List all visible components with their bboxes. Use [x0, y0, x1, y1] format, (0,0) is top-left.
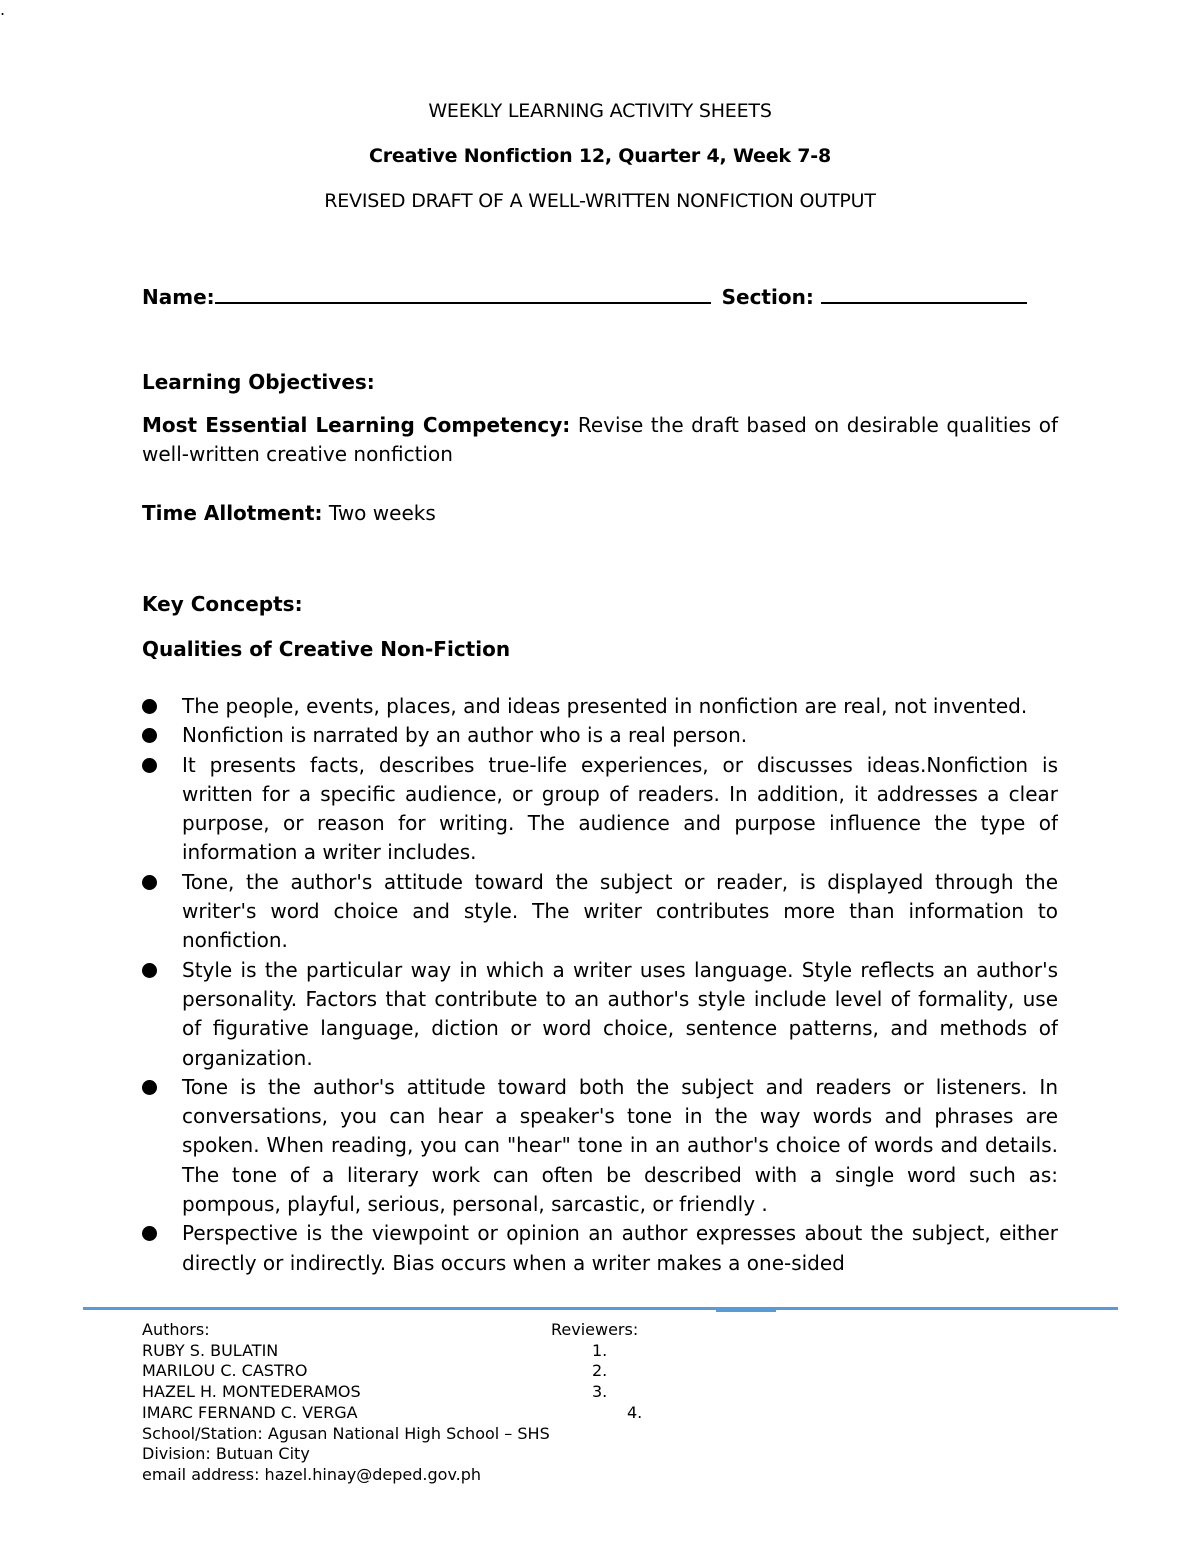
author-name: RUBY S. BULATIN — [142, 1340, 279, 1360]
reviewer-number: 2. — [592, 1361, 608, 1381]
bullet-icon — [142, 875, 157, 890]
list-item: Nonfiction is narrated by an author who is a real person. — [142, 721, 1058, 750]
name-section-row — [142, 280, 1058, 312]
key-concepts-heading: Key Concepts: — [142, 592, 303, 616]
name-label: Name: — [142, 285, 215, 309]
school-station: School/Station: Agusan National High School – SHS — [142, 1423, 550, 1443]
reviewers-label: Reviewers: — [551, 1320, 639, 1339]
time-label: Time Allotment: — [142, 501, 323, 525]
bullet-icon — [142, 728, 157, 743]
division: Division: Butuan City — [142, 1444, 310, 1464]
list-item: It presents facts, describes true-life experiences, or discusses ideas.Nonfiction is written for a specific audience, or group of readers. In addition, it addresses a clear purpose, or reason for writing. The audience and purpose influence the type of information a writer includes. — [142, 751, 1058, 868]
bullet-icon — [142, 1226, 157, 1241]
time-allotment — [142, 499, 1058, 528]
list-item: Tone is the author's attitude toward both the subject and readers or listeners. In conversations, you can hear a speaker's tone in the way words and phrases are spoken. When reading, you can "hear" tone in an author's choice of words and details. The tone of a literary work can often be described with a single word such as: pompous, playful, serious, personal, sarcastic, or friendly . — [142, 1073, 1058, 1219]
reviewer-number: 1. — [592, 1340, 608, 1360]
footer-divider-accent — [716, 1310, 776, 1312]
reviewer-number: 4. — [627, 1402, 643, 1422]
footer-reviewers — [551, 1320, 642, 1424]
qualities-heading: Qualities of Creative Non-Fiction — [142, 637, 511, 661]
time-text: Two weeks — [322, 501, 436, 525]
document-title: WEEKLY LEARNING ACTIVITY SHEETS — [428, 100, 772, 122]
list-item: The people, events, places, and ideas presented in nonfiction are real, not invented. — [142, 692, 1058, 721]
learning-objectives-heading: Learning Objectives: — [142, 370, 375, 394]
trailing-period: . — [0, 0, 6, 19]
footer-divider — [83, 1307, 1118, 1310]
section-label: Section: — [721, 285, 814, 309]
melc-paragraph — [142, 411, 1058, 469]
document-topic: REVISED DRAFT OF A WELL-WRITTEN NONFICTION OUTPUT — [324, 190, 876, 212]
bullet-icon — [142, 1080, 157, 1095]
reviewer-number: 3. — [592, 1382, 608, 1402]
author-name: HAZEL H. MONTEDERAMOS — [142, 1382, 361, 1402]
bullet-icon — [142, 699, 157, 714]
email-address: email address: hazel.hinay@deped.gov.ph — [142, 1464, 482, 1484]
bullet-icon — [142, 963, 157, 978]
list-item: Perspective is the viewpoint or opinion an author expresses about the subject, either directly or indirectly. Bias occurs when a writer makes a one-sided — [142, 1219, 1058, 1278]
bullet-icon — [142, 758, 157, 773]
list-item: Style is the particular way in which a writer uses language. Style reflects an author's personality. Factors that contribute to an author's style include level of formality, use of figurative language, diction or word choice, sentence patterns, and methods of organization. — [142, 956, 1058, 1073]
document-subtitle: Creative Nonfiction 12, Quarter 4, Week 7-8 — [369, 145, 831, 167]
list-item: Tone, the author's attitude toward the subject or reader, is displayed through the writer's word choice and style. The writer contributes more than information to nonfiction. — [142, 868, 1058, 956]
author-name: MARILOU C. CASTRO — [142, 1361, 308, 1381]
melc-label: Most Essential Learning Competency: — [142, 413, 571, 437]
qualities-list — [142, 692, 1058, 1278]
name-blank[interactable] — [215, 280, 711, 304]
melc-text: Revise the draft based on desirable qualities of well-written creative nonfiction — [142, 413, 1058, 466]
footer-authors — [142, 1320, 550, 1486]
authors-label: Authors: — [142, 1320, 210, 1339]
section-blank[interactable] — [821, 280, 1027, 304]
author-name: IMARC FERNAND C. VERGA — [142, 1402, 358, 1422]
